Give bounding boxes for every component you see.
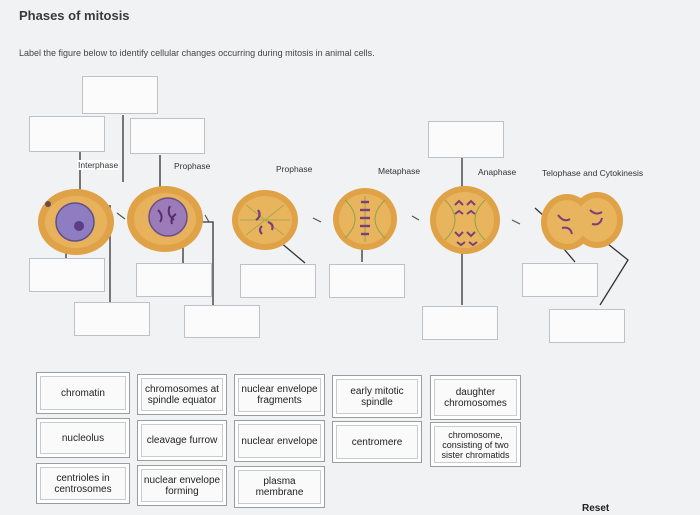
word-chip-nuclear-envelope-forming[interactable]: nuclear envelope forming [137, 465, 227, 506]
word-chip-cleavage-furrow[interactable]: cleavage furrow [137, 420, 227, 461]
word-chip-early-mitotic-spindle[interactable]: early mitotic spindle [332, 375, 422, 418]
word-chip-centromere[interactable]: centromere [332, 421, 422, 463]
label-drop-target[interactable] [29, 258, 105, 292]
word-chip-nucleolus[interactable]: nucleolus [36, 418, 130, 458]
anaphase-cell [430, 186, 500, 254]
phase-label-telophase: Telophase and Cytokinesis [542, 168, 644, 178]
label-drop-target[interactable] [29, 116, 105, 152]
label-drop-target[interactable] [74, 302, 150, 336]
label-drop-target[interactable] [130, 118, 205, 154]
word-chip-daughter-chromosomes[interactable]: daughter chromosomes [430, 375, 521, 420]
word-chip-nuclear-envelope[interactable]: nuclear envelope [234, 420, 325, 462]
reset-button[interactable]: Reset [582, 503, 610, 514]
prometaphase-cell [232, 190, 298, 250]
phase-label-prophase: Prophase [174, 161, 211, 171]
telophase-cells [541, 192, 623, 250]
phase-label-metaphase: Metaphase [378, 166, 421, 176]
word-chip-chromosomes-at-equator[interactable]: chromosomes at spindle equator [137, 374, 227, 415]
word-chip-nuclear-envelope-fragments[interactable]: nuclear envelope fragments [234, 374, 325, 416]
instructions-text: Label the figure below to identify cellular changes occurring during mitosis in animal cells. [19, 48, 375, 58]
phase-label-anaphase: Anaphase [478, 167, 517, 177]
page-title: Phases of mitosis [19, 8, 130, 23]
phase-label-prometaphase: Prophase [276, 164, 313, 174]
label-drop-target[interactable] [522, 263, 598, 297]
label-drop-target[interactable] [549, 309, 625, 343]
metaphase-cell [333, 188, 397, 250]
word-chip-chromatin[interactable]: chromatin [36, 372, 130, 414]
label-drop-target[interactable] [82, 76, 158, 114]
word-chip-centrioles[interactable]: centrioles in centrosomes [36, 463, 130, 504]
label-drop-target[interactable] [422, 306, 498, 340]
phase-label-interphase: Interphase [78, 160, 119, 170]
word-chip-plasma-membrane[interactable]: plasma membrane [234, 466, 325, 508]
label-drop-target[interactable] [184, 305, 260, 338]
label-drop-target[interactable] [329, 264, 405, 298]
label-drop-target[interactable] [240, 264, 316, 298]
interphase-cell [38, 189, 114, 255]
label-drop-target[interactable] [136, 263, 212, 297]
prophase-cell [127, 186, 203, 252]
label-drop-target[interactable] [428, 121, 504, 158]
word-chip-sister-chromatids[interactable]: chromosome, consisting of two sister chromatids [430, 422, 521, 467]
